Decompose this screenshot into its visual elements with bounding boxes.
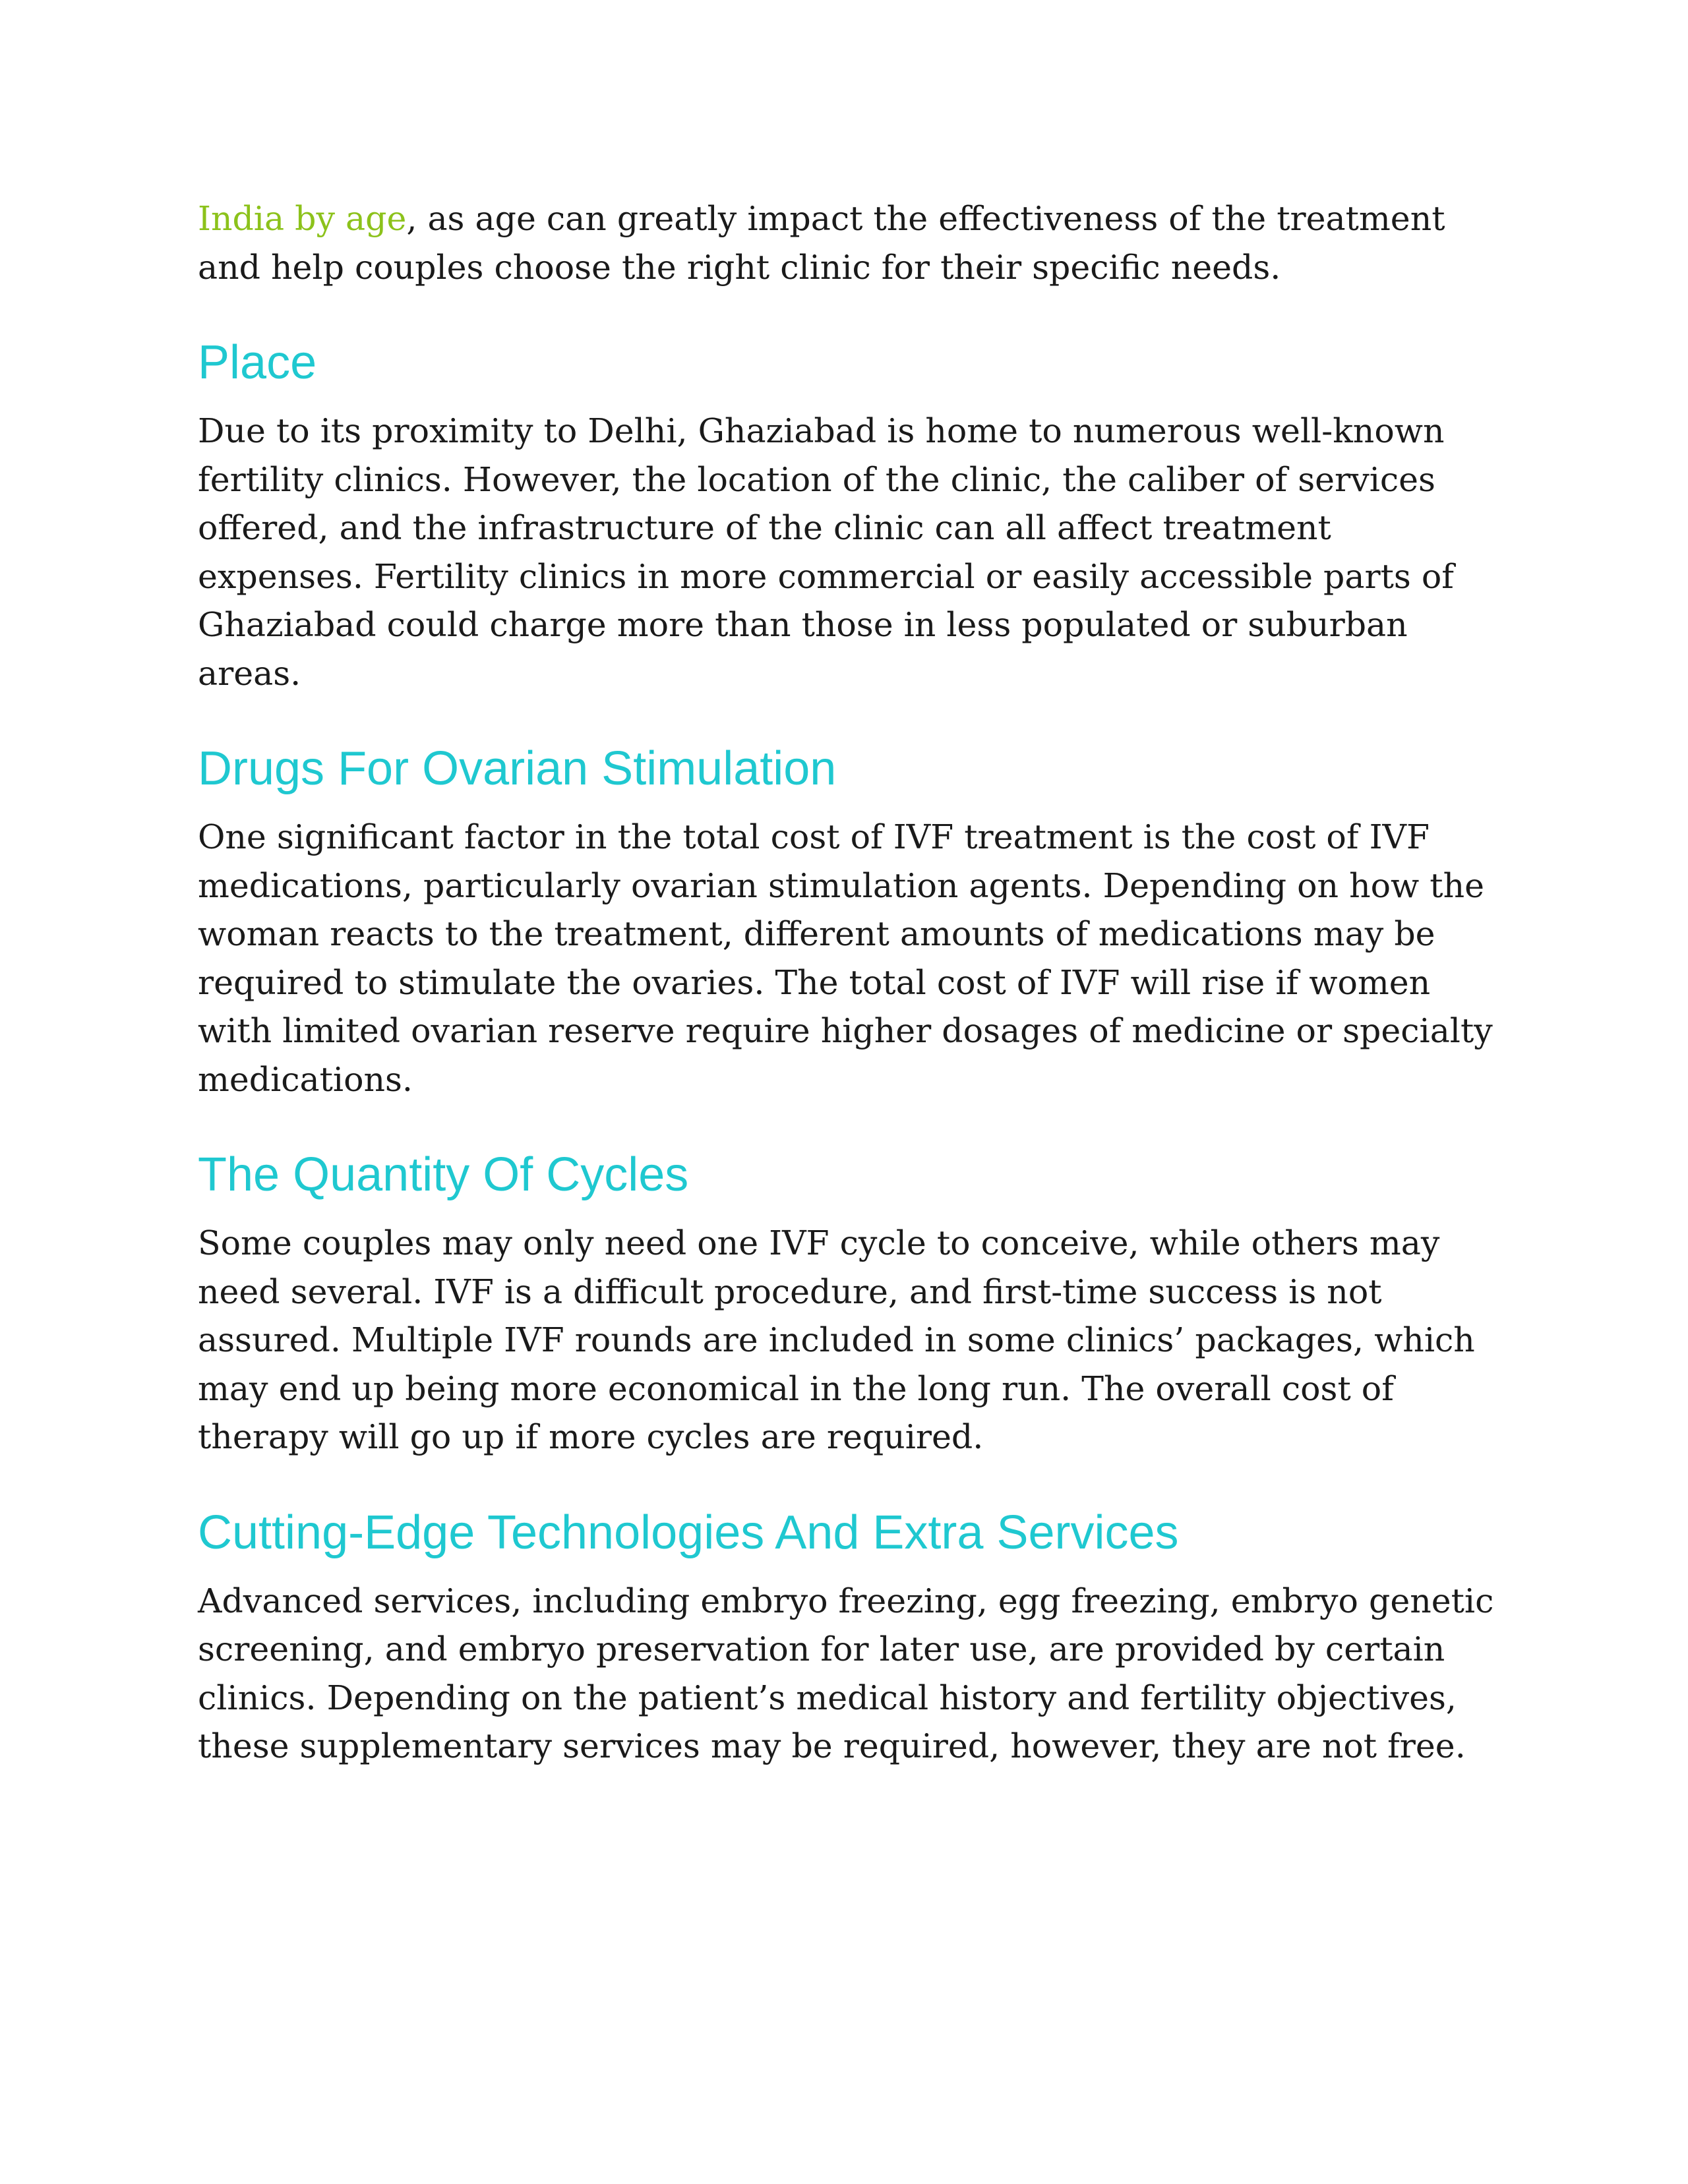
section-heading-place: Place — [198, 336, 317, 389]
document-page — [198, 194, 1503, 1812]
section-heading-extra-services: Cutting-Edge Technologies And Extra Services — [198, 1506, 1179, 1559]
section-extra-services — [198, 1503, 1503, 1771]
section-heading-ovarian-stimulation: Drugs For Ovarian Stimulation — [198, 742, 837, 795]
intro-paragraph — [198, 194, 1503, 291]
section-quantity-of-cycles — [198, 1145, 1503, 1461]
section-body-ovarian-stimulation: One significant factor in the total cost of IVF treatment is the cost of IVF medications, particularly ovarian stimulation agents. Depending on how the woman reacts to the treatment, different amounts of medications may be required to stimulate the ovaries. The total cost of IVF will rise if women with limited ovarian reserve require higher dosages of medicine or specialty medications. — [198, 817, 1493, 1099]
section-body-extra-services: Advanced services, including embryo freezing, egg freezing, embryo genetic screening, and embryo preservation for later use, are provided by certain clinics. Depending on the patient’s medical history and fertility objectives, these supplementary services may be required, however, they are not free. — [198, 1581, 1494, 1765]
section-ovarian-stimulation — [198, 739, 1503, 1104]
section-heading-quantity-of-cycles: The Quantity Of Cycles — [198, 1148, 689, 1201]
section-place — [198, 333, 1503, 697]
section-body-quantity-of-cycles: Some couples may only need one IVF cycle to conceive, while others may need several. IVF is a difficult procedure, and first-time success is not assured. Multiple IVF rounds are included in some clinics’ packages, which may end up being more economical in the long run. The overall cost of therapy will go up if more cycles are required. — [198, 1224, 1475, 1456]
intro-text: , as age can greatly impact the effectiveness of the treatment and help couples choose the right clinic for their specific needs. — [198, 199, 1445, 287]
india-by-age-link[interactable]: India by age — [198, 199, 407, 238]
section-body-place: Due to its proximity to Delhi, Ghaziabad is home to numerous well-known fertility clinics. However, the location of the clinic, the caliber of services offered, and the infrastructure of the clinic can all affect treatment expenses. Fertility clinics in more commercial or easily accessible parts of Ghaziabad could charge more than those in less populated or suburban areas. — [198, 411, 1454, 693]
